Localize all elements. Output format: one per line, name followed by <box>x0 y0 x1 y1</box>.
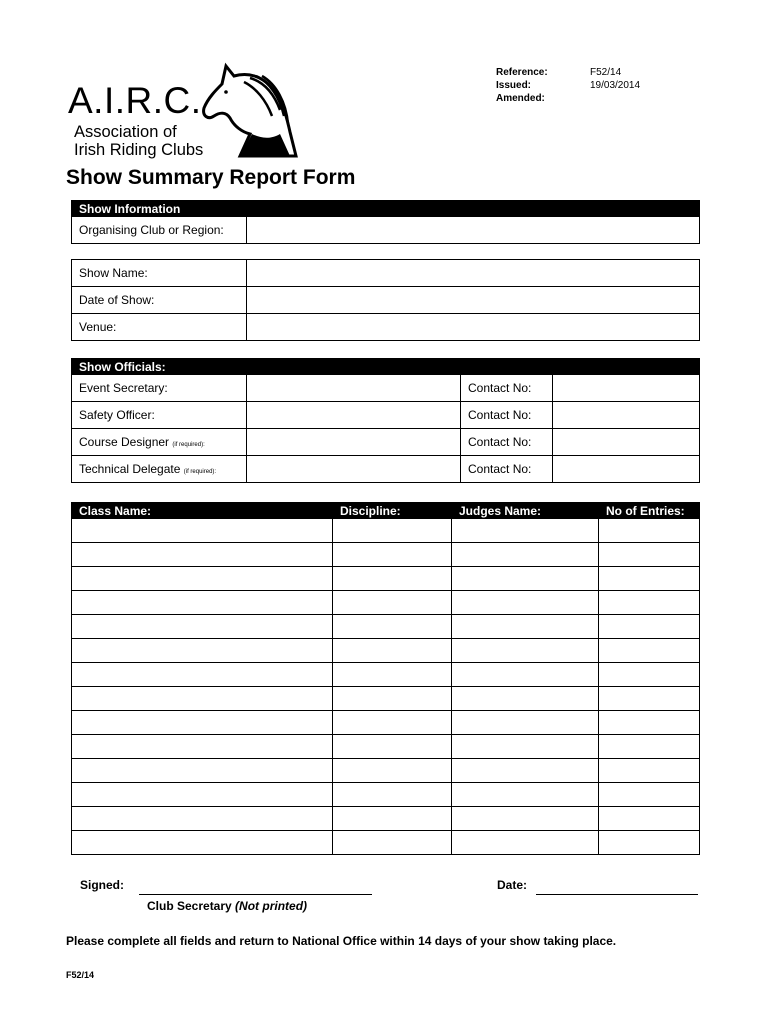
reference-value: F52/14 <box>590 67 622 78</box>
class-row <box>72 783 700 807</box>
discipline-header: Discipline: <box>333 503 452 519</box>
class-name-cell[interactable] <box>72 639 333 663</box>
organising-club-field[interactable] <box>247 217 700 244</box>
discipline-cell[interactable] <box>333 687 452 711</box>
class-row <box>72 735 700 759</box>
judges-name-cell[interactable] <box>452 831 599 855</box>
class-name-cell[interactable] <box>72 615 333 639</box>
entries-cell[interactable] <box>599 543 700 567</box>
issued-label: Issued: <box>496 80 532 91</box>
discipline-cell[interactable] <box>333 567 452 591</box>
technical-delegate-contact-field[interactable] <box>553 456 700 483</box>
show-officials-table <box>71 358 700 483</box>
show-information-header: Show Information <box>72 201 700 217</box>
class-name-cell[interactable] <box>72 591 333 615</box>
event-secretary-contact-field[interactable] <box>553 375 700 402</box>
logo-line-1: Association of <box>74 123 177 141</box>
judges-name-cell[interactable] <box>452 783 599 807</box>
logo-title: A.I.R.C. <box>68 80 202 121</box>
class-row <box>72 519 700 543</box>
contact-label: Contact No: <box>461 429 553 456</box>
discipline-cell[interactable] <box>333 543 452 567</box>
logo-line-2: Irish Riding Clubs <box>74 141 204 159</box>
discipline-cell[interactable] <box>333 759 452 783</box>
class-name-cell[interactable] <box>72 567 333 591</box>
class-name-cell[interactable] <box>72 783 333 807</box>
class-name-cell[interactable] <box>72 711 333 735</box>
judges-name-cell[interactable] <box>452 735 599 759</box>
entries-cell[interactable] <box>599 615 700 639</box>
class-name-cell[interactable] <box>72 735 333 759</box>
signature-line[interactable] <box>139 894 372 895</box>
entries-cell[interactable] <box>599 567 700 591</box>
entries-cell[interactable] <box>599 687 700 711</box>
date-of-show-field[interactable] <box>247 287 700 314</box>
class-row <box>72 591 700 615</box>
judges-name-cell[interactable] <box>452 615 599 639</box>
judges-name-cell[interactable] <box>452 591 599 615</box>
class-row <box>72 831 700 855</box>
show-officials-header: Show Officials: <box>72 359 553 375</box>
entries-cell[interactable] <box>599 807 700 831</box>
discipline-cell[interactable] <box>333 591 452 615</box>
class-name-cell[interactable] <box>72 663 333 687</box>
event-secretary-field[interactable] <box>247 375 461 402</box>
judges-name-cell[interactable] <box>452 759 599 783</box>
event-secretary-label: Event Secretary: <box>72 375 247 402</box>
date-line[interactable] <box>536 894 698 895</box>
entries-cell[interactable] <box>599 519 700 543</box>
safety-officer-label: Safety Officer: <box>72 402 247 429</box>
class-name-header: Class Name: <box>72 503 333 519</box>
class-row <box>72 639 700 663</box>
class-name-cell[interactable] <box>72 831 333 855</box>
course-designer-label: Course Designer (if required): <box>72 429 247 456</box>
judges-name-cell[interactable] <box>452 663 599 687</box>
discipline-cell[interactable] <box>333 615 452 639</box>
technical-delegate-label: Technical Delegate (if required): <box>72 456 247 483</box>
class-row <box>72 663 700 687</box>
technical-delegate-field[interactable] <box>247 456 461 483</box>
reference-labels <box>496 66 548 105</box>
discipline-cell[interactable] <box>333 783 452 807</box>
organising-club-label: Organising Club or Region: <box>72 217 247 244</box>
horse-head-icon <box>200 62 308 160</box>
class-name-cell[interactable] <box>72 807 333 831</box>
discipline-cell[interactable] <box>333 639 452 663</box>
entries-cell[interactable] <box>599 759 700 783</box>
entries-cell[interactable] <box>599 831 700 855</box>
course-designer-contact-field[interactable] <box>553 429 700 456</box>
class-row <box>72 807 700 831</box>
form-title: Show Summary Report Form <box>66 166 356 189</box>
show-information-table <box>71 200 700 244</box>
discipline-cell[interactable] <box>333 831 452 855</box>
contact-label: Contact No: <box>461 375 553 402</box>
class-name-cell[interactable] <box>72 687 333 711</box>
show-name-label: Show Name: <box>72 260 247 287</box>
contact-label: Contact No: <box>461 456 553 483</box>
entries-cell[interactable] <box>599 639 700 663</box>
class-name-cell[interactable] <box>72 759 333 783</box>
amended-label: Amended: <box>496 93 545 104</box>
signed-label: Signed: <box>80 878 124 892</box>
discipline-cell[interactable] <box>333 735 452 759</box>
contact-label: Contact No: <box>461 402 553 429</box>
class-row <box>72 759 700 783</box>
judges-name-cell[interactable] <box>452 807 599 831</box>
show-details-table <box>71 259 700 341</box>
instruction-text: Please complete all fields and return to National Office within 14 days of your show taking place. <box>66 934 617 948</box>
safety-officer-contact-field[interactable] <box>553 402 700 429</box>
judges-name-cell[interactable] <box>452 567 599 591</box>
issued-value: 19/03/2014 <box>590 80 641 91</box>
classes-table <box>71 502 700 855</box>
venue-field[interactable] <box>247 314 700 341</box>
judges-name-header: Judges Name: <box>452 503 599 519</box>
discipline-cell[interactable] <box>333 711 452 735</box>
entries-cell[interactable] <box>599 663 700 687</box>
venue-label: Venue: <box>72 314 247 341</box>
judges-name-cell[interactable] <box>452 711 599 735</box>
class-name-cell[interactable] <box>72 543 333 567</box>
footer-code: F52/14 <box>66 970 95 980</box>
reference-values <box>590 66 640 92</box>
discipline-cell[interactable] <box>333 807 452 831</box>
class-row <box>72 711 700 735</box>
entries-cell[interactable] <box>599 591 700 615</box>
reference-label: Reference: <box>496 67 548 78</box>
discipline-cell[interactable] <box>333 519 452 543</box>
class-row <box>72 567 700 591</box>
judges-name-cell[interactable] <box>452 543 599 567</box>
class-row <box>72 687 700 711</box>
judges-name-cell[interactable] <box>452 519 599 543</box>
date-label: Date: <box>497 878 528 892</box>
judges-name-cell[interactable] <box>452 639 599 663</box>
entries-header: No of Entries: <box>599 503 700 519</box>
entries-cell[interactable] <box>599 783 700 807</box>
show-name-field[interactable] <box>247 260 700 287</box>
judges-name-cell[interactable] <box>452 687 599 711</box>
safety-officer-field[interactable] <box>247 402 461 429</box>
course-designer-field[interactable] <box>247 429 461 456</box>
class-row <box>72 615 700 639</box>
entries-cell[interactable] <box>599 735 700 759</box>
club-secretary-caption: Club Secretary (Not printed) <box>147 899 308 913</box>
date-of-show-label: Date of Show: <box>72 287 247 314</box>
show-officials-header-blank <box>553 359 700 375</box>
class-row <box>72 543 700 567</box>
discipline-cell[interactable] <box>333 663 452 687</box>
entries-cell[interactable] <box>599 711 700 735</box>
class-name-cell[interactable] <box>72 519 333 543</box>
